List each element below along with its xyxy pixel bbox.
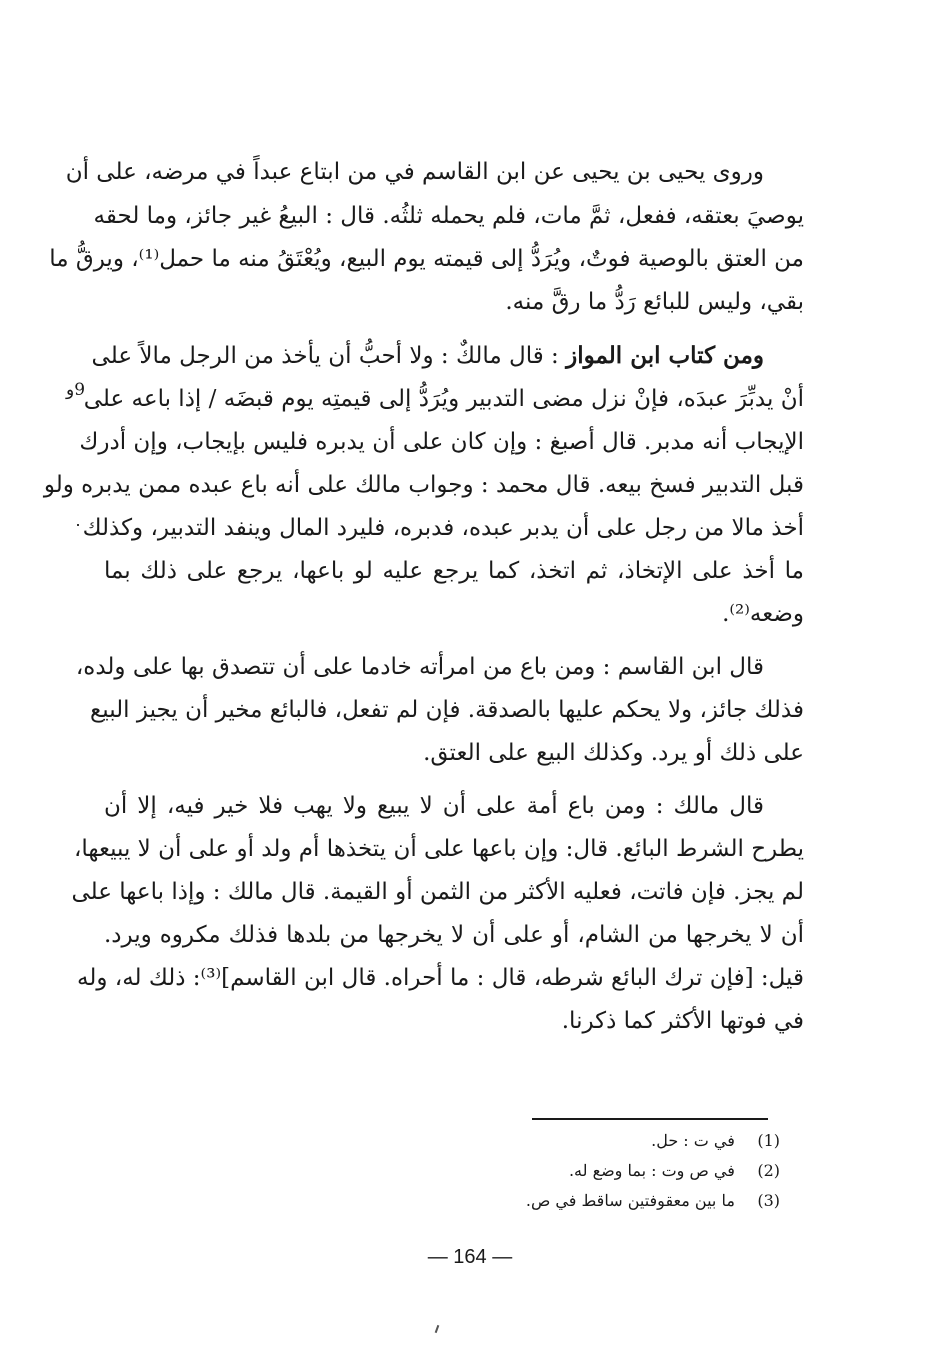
text-line	[91, 336, 804, 376]
footnote-number: (1)	[757, 1131, 780, 1150]
text-line: لم يجز. فإن فاتت، فعليه الأكثر من الثمن أو القيمة. قال مالك : وإذا باعها على	[71, 879, 804, 905]
text-line: قال مالك : ومن باع أمة على أن لا يبيع ولا يهب فلا خير فيه، إلا أن	[104, 793, 764, 819]
text-line: من العتق بالوصية فوتٌ، ويُرَدُّ إلى قيمته يوم البيع، ويُعْتَقُ منه ما حمل⁽¹⁾، ويرقُّ ما	[49, 246, 804, 272]
scan-speck	[77, 524, 79, 526]
footnote-text: في ص وت : بما وضع له.	[568, 1161, 735, 1180]
folio-margin-note: 9و	[66, 380, 86, 400]
text-line: الإيجاب أنه مدبر. قال أصبغ : وإن كان على أن يدبره فليس بإيجاب، وإن أدرك	[79, 429, 804, 455]
text-run: : قال مالكٌ : ولا أحبُّ أن يأخذ من الرجل مالاً على	[91, 343, 567, 369]
footnote	[651, 1126, 780, 1156]
text-line: بقي، وليس للبائع رَدُّ ما رقَّ منه.	[505, 289, 804, 315]
text-line: في فوتها الأكثر كما ذكرنا.	[561, 1008, 804, 1034]
text-line: قال ابن القاسم : ومن باع من امرأته خادما على أن تتصدق بها على ولده،	[75, 654, 764, 680]
text-line: فذلك جائز، ولا يحكم عليها بالصدقة. فإن لم تفعل، فالبائع مخير أن يجيز البيع	[90, 697, 804, 723]
text-line: قيل: [فإن ترك البائع شرطه، قال : ما أحراه. قال ابن القاسم]⁽³⁾: ذلك له، وله	[77, 965, 804, 991]
footnote-text: ما بين معقوفتين ساقط في ص.	[525, 1191, 735, 1210]
text-line: وروى يحيى بن يحيى عن ابن القاسم في من ابتاع عبداً في مرضه، على أن	[65, 159, 764, 185]
text-line: ما أخذ على الإتخاذ، ثم اتخذ، كما يرجع عليه لو باعها، يرجع على ذلك بما	[104, 558, 804, 584]
text-line: أن لا يخرجها من الشام، أو على أن لا يخرجها من بلدها فذلك مكروه ويرد.	[104, 922, 804, 948]
footnote-number: (2)	[757, 1161, 780, 1180]
footnote	[569, 1156, 780, 1186]
footnote	[526, 1186, 780, 1216]
footnote-rule	[532, 1118, 768, 1120]
text-line: يوصيَ بعتقه، ففعل، ثمَّ مات، فلم يحمله ثلثُه. قال : البيعُ غير جائز، وما لحقه	[93, 203, 804, 229]
text-line: وضعه⁽²⁾.	[722, 601, 804, 627]
source-heading: ومن كتاب ابن المواز	[566, 342, 764, 369]
footnote-text: في ت : حل.	[651, 1131, 735, 1150]
text-line: يطرح الشرط البائع. قال: وإن باعها على أن يتخذها أم ولد أو على أن لا يبيعها،	[73, 836, 804, 862]
page-number: — 164 —	[427, 1246, 513, 1268]
scan-speck	[435, 1325, 440, 1333]
text-line: أنْ يدبِّرَ عبدَه، فإنْ نزل مضى التدبير ويُرَدُّ إلى قيمتِه يوم قبضَه / إذا باعه على	[83, 386, 804, 412]
text-line: أخذ مالا من رجل على أن يدبر عبده، فدبره، فليرد المال وينفد التدبير، وكذلك	[82, 515, 804, 541]
text-line: قبل التدبير فسخ بيعه. قال محمد : وجواب مالك على أنه باع عبده ممن يدبره ولو	[43, 472, 804, 498]
text-line: على ذلك أو يرد. وكذلك البيع على العتق.	[423, 740, 804, 766]
footnote-number: (3)	[757, 1191, 780, 1210]
